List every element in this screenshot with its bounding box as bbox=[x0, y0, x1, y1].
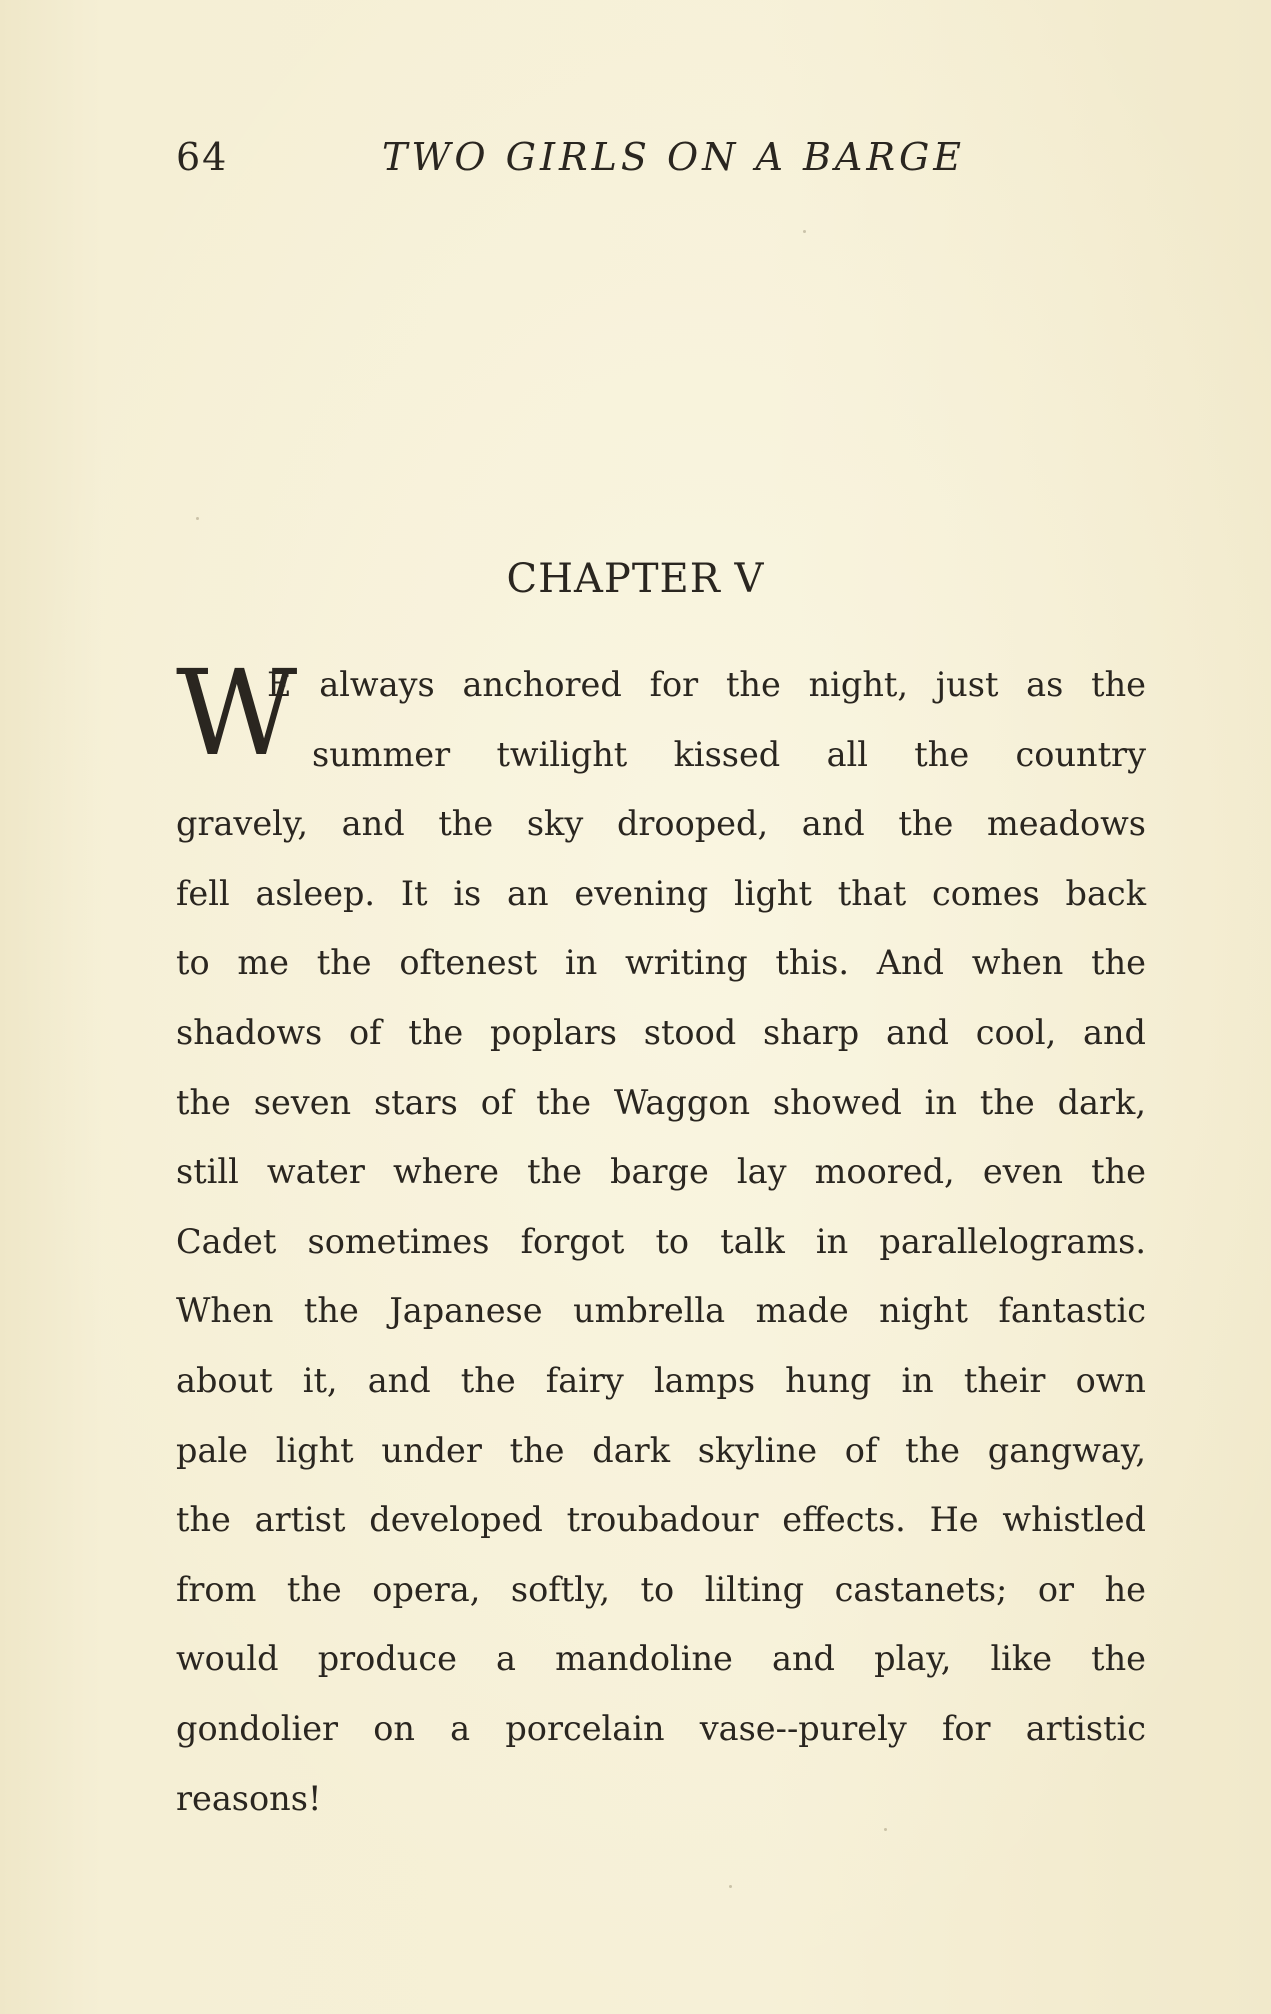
text-line: the artist developed troubadour effects. He whistled bbox=[176, 1500, 1146, 1540]
text-line: shadows of the poplars stood sharp and cool, and bbox=[176, 1012, 1146, 1052]
text-line: When the Japanese umbrella made night fantastic bbox=[176, 1291, 1146, 1331]
page-number: 64 bbox=[176, 135, 229, 179]
paper-speck bbox=[196, 517, 199, 520]
text-line: to me the oftenest in writing this. And when the bbox=[176, 943, 1146, 983]
text-line: the seven stars of the Waggon showed in the dark, bbox=[176, 1082, 1146, 1122]
text-line: about it, and the fairy lamps hung in their own bbox=[176, 1360, 1146, 1400]
paper-speck bbox=[729, 1885, 732, 1888]
running-head bbox=[176, 135, 1116, 185]
text-line: pale light under the dark skyline of the gangway, bbox=[176, 1430, 1146, 1470]
chapter-body bbox=[176, 644, 1146, 1833]
text-line: would produce a mandoline and play, like the bbox=[176, 1639, 1146, 1679]
chapter-heading: CHAPTER V bbox=[506, 556, 765, 602]
text-line: reasons! bbox=[176, 1778, 322, 1818]
text-line: E always anchored for the night, just as the bbox=[267, 665, 1146, 704]
paper-speck bbox=[884, 1828, 887, 1831]
text-line: Cadet sometimes forgot to talk in parallelograms. bbox=[176, 1221, 1146, 1261]
text-line: fell asleep. It is an evening light that comes back bbox=[176, 873, 1146, 913]
text-line: gravely, and the sky drooped, and the meadows bbox=[176, 804, 1146, 844]
text-line: gondolier on a porcelain vase--purely for artistic bbox=[176, 1708, 1146, 1748]
paper-speck bbox=[803, 230, 806, 233]
text-line: still water where the barge lay moored, even the bbox=[176, 1152, 1146, 1192]
drop-initial: W bbox=[176, 644, 298, 782]
text-line: summer twilight kissed all the country bbox=[312, 734, 1146, 774]
text-line: from the opera, softly, to lilting castanets; or he bbox=[176, 1569, 1146, 1609]
running-title: TWO GIRLS ON A BARGE bbox=[382, 135, 966, 179]
